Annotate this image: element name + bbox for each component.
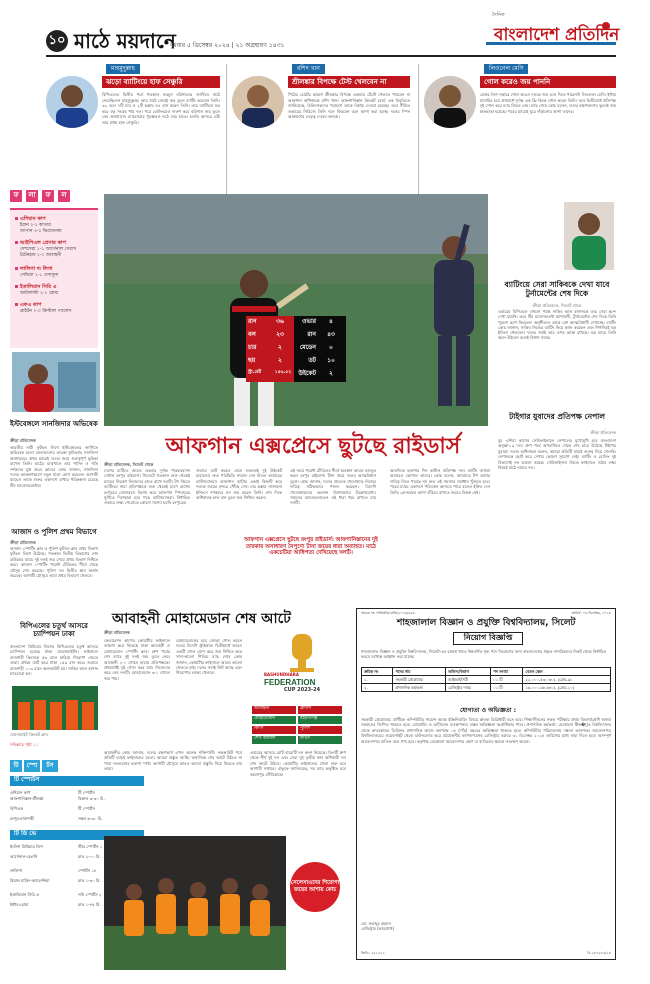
th: পদের নাম — [393, 668, 446, 676]
promo-badge: সেলেসাওদের শিরোপা জয়ের আশায় কোচ — [290, 862, 340, 912]
section-title: মাঠে ময়দানে — [74, 29, 176, 53]
score-value: ১৫৬.৫২ — [274, 370, 292, 375]
top-story-photo — [46, 76, 98, 128]
main-story-photo — [104, 194, 488, 426]
team-a: মোহামেডান — [252, 716, 296, 724]
dateline: বুধবার ৫ ডিসেম্বর ২০২৪ | ২১ অগ্রহায়ণ ১৪৩১ — [170, 42, 285, 49]
results-letter: ল — [58, 190, 70, 202]
top-story-headline: শ্রীলঙ্কার বিপক্ষে টেস্ট খেলবেন না — [288, 76, 410, 88]
tv-cell: স্পোর্টস ১৮ — [78, 868, 97, 873]
main-headline: আফগান এক্সপ্রেসে ছুটছে রাইডার্স — [165, 433, 461, 459]
td: ০১ টি — [491, 676, 523, 684]
player-portrait-icon — [46, 76, 98, 128]
federation-cup-logo — [260, 632, 344, 693]
th: বেতন স্কেল — [523, 668, 611, 676]
bpl-body: বাংলাদেশ প্রিমিয়ার লিগের বিপিএলের চতুর্থ আসরে চ্যাম্পিয়ন হয়েছে ঢাকা ডায়নামাইটস। ফাইনালে রাজশাহী কিংসকে ৫৬ রানে হারিয়ে শিরোপা জেতে তারা। প্রথমে ব্যাট করে ঢাকা ১৫৯ রান করে। জবাবে রাজশাহী ১০৩ রানে অলআউট হয়। সাকিব আল হাসান ম্যাচসেরা হন। — [10, 644, 98, 677]
column-divider — [226, 64, 227, 214]
tv-cell: ইতালিয়ান সিরি এ — [10, 892, 39, 897]
score-label: রান — [248, 318, 257, 325]
th: পদ সংখ্যা — [491, 668, 523, 676]
td: রেজিস্ট্রার দপ্তর — [446, 684, 491, 692]
player-portrait-icon — [564, 202, 614, 270]
notice-table — [361, 667, 611, 692]
score-label: উইকেট — [298, 370, 316, 377]
signatory-title: রেজিস্ট্রার (ভারপ্রাপ্ত) — [361, 926, 395, 932]
player-portrait-icon — [424, 76, 476, 128]
tv-cell: স্টার স্পোর্টস ১ — [78, 844, 103, 849]
azad-police-body: আজাদ স্পোর্টিং ক্লাব ও পুলিশ ফুটবল ক্লাব প্রথম বিভাগ ফুটবল লিগে উঠেছে। গতকাল দ্বিতীয় বিভাগের শেষ রাউন্ডের ম্যাচে দুই দলই জয় পেয়ে প্রথম বিভাগ নিশ্চিত করে। আজাদ স্পোর্টিং পয়েন্ট টেবিলের শীর্ষে থেকে মৌসুম শেষ করেছে। পুলিশ দল দ্বিতীয় স্থান অর্জন করেছে। আগামী মৌসুমে তারা প্রথম বিভাগে খেলবে। — [10, 546, 98, 579]
match-row — [252, 706, 352, 714]
td: ১. — [362, 676, 393, 684]
results-panel — [10, 208, 98, 348]
sakib-headline: ব্যাটিংয়ে সেরা সাকিবকে দেখা যাবে টুর্নামেন্টের শেষ দিকে — [504, 280, 610, 298]
tv-cell: ইন্টার-রোমা — [10, 902, 29, 907]
result-item — [20, 284, 100, 297]
pull-quote: আফগান এক্সপ্রেসে ছুটছে রংপুর রাইডার্স। আফগানিস্তানের দুই তারকার অসাধারণ নৈপুণ্যে টানা জয়ের ধারা অব্যাহত। মাঠে একচেটিয়া আধিপত্য দেখিয়েছে দলটি। — [244, 537, 378, 557]
second-body-col2: মোহামেডানের হয়ে জোড়া গোল করেন দলের বিদেশি স্ট্রাইকার। দ্বিতীয়ার্ধে আরও একটি গোল যোগ করে জয় নিশ্চিত করে সাদা-কালো শিবির। ম্যাচ শেষে কোচ জানান, কোয়ার্টার ফাইনালে আরও ভালো খেলতে চাই। দলের সবাই ফিট আছে এবং শিরোপার লক্ষ্যে খেলবে। — [176, 638, 242, 676]
match-row — [252, 716, 352, 724]
result-line: জাপান ৩-০ ভিয়েতনাম — [20, 228, 62, 234]
sakib-byline: ক্রীড়া প্রতিবেদক, সিলেট থেকে — [532, 303, 582, 308]
team-photo-icon — [12, 686, 98, 730]
match-row — [252, 726, 352, 734]
second-body-col3: এবারের আসরে মোট বারোটি দল অংশ নিয়েছে। তিনটি গ্রুপ থেকে শীর্ষ দুই দল এবং সেরা দুই তৃতীয় স্থান অধিকারী দল শেষ আটে উঠবে। কোয়ার্টার ফাইনালের খেলা শুরু হবে আগামী সপ্তাহে। বাফুফে জানিয়েছে, সব ম্যাচ অনুষ্ঠিত হবে কমলাপুর স্টেডিয়ামে। — [250, 750, 346, 777]
tv-cell: আর্সেনাল-চেলসি — [10, 854, 38, 859]
team-a: আবাহনী — [252, 706, 296, 714]
bpl-headline: বিপিএলের চতুর্থ আসরে চ্যাম্পিয়ন ঢাকা — [20, 622, 88, 638]
second-body-col4: আবাহনীর কোচ জানান, দলের রক্ষণভাগ এখন অনেক শক্তিশালী। নকআউট পর্বে প্রতিটি ম্যাচই ফাইনালের মতো। আমরা প্রস্তুত আছি। অন্যদিকে শেষ আটে উঠতে না পারা দলগুলোর হতাশা স্পষ্ট। আগামী মৌসুমে আরও ভালো প্রস্তুতি নিয়ে ফিরতে চায় তারা। — [104, 750, 242, 772]
tv-cell: ইংলিশ প্রিমিয়ার লিগ — [10, 844, 43, 849]
top-story-3 — [424, 64, 616, 214]
score-label: ওভার — [302, 318, 316, 325]
top-story-2 — [232, 64, 410, 214]
notice-table-header — [362, 668, 611, 676]
team-celebration-photo-icon — [104, 836, 286, 970]
result-line: আটালান্টা ২-১ রোমা — [20, 290, 59, 296]
top-story-headline: ঝড়ো ব্যাটিংয়ে হাফ সেঞ্চুরি — [102, 76, 220, 88]
score-label: স্ট্রা.রেট — [248, 370, 262, 375]
notice-date: তারিখ: ০৪ ডিসেম্বর, ২০২৪ — [571, 611, 611, 615]
notice-ref: স্মারক নং- শাবিপ্রবি/রেজি/২০২৪/৬৮৮ — [361, 611, 416, 615]
notice-signature — [361, 921, 611, 932]
td: সহকারী প্রোগ্রামার — [393, 676, 446, 684]
sakib-body: এবারের বিপিএলে এখনো পর্যন্ত সাকিব আল হাসানকে তার সেরা ছন্দে দেখা যায়নি। তবে টিম ম্যানেজমেন্ট আশাবাদী, টুর্নামেন্টের শেষ দিকে তিনি পুরনো রূপে ফিরবেন। অনুশীলনে তাকে বেশ আত্মবিশ্বাসী দেখাচ্ছে। ব্যাটিং কোচ জানান, সাকিব নিজের ব্যাটিং নিয়ে কাজ করছেন এবং শিগগিরই বড় ইনিংস খেলবেন। দলের সবাই তার ওপর আস্থা রাখছে। বড় ম্যাচে তিনি জ্বলে উঠবেন বলেই বিশ্বাস সবার। — [498, 309, 616, 341]
main-dateline: ক্রীড়া প্রতিবেদক, সিলেট থেকে — [104, 462, 154, 467]
sanjida-body: ভারতীয় নারী ফুটবল লিগে ইস্টবেঙ্গলের জার্সিতে অভিষেক হলো বাংলাদেশের তারকা ফুটবলার সানজিদা আক্তারের। প্রথম ম্যাচেই দলের জয়ে গুরুত্বপূর্ণ ভূমিকা রাখেন তিনি। মাঠের মাঝখানে তার পাসিং ও গতি দর্শকদের মুগ্ধ করে। ক্লাবের কোচ জানান, সানজিদা দলের আক্রমণভাগে নতুন মাত্রা যোগ করবেন। আগামী ম্যাচেও তাকে শুরুর একাদশে রাখার পরিকল্পনা রয়েছে টিম ম্যানেজমেন্টের। — [10, 445, 98, 488]
newspaper-logo — [486, 12, 620, 50]
tv-cell: রিয়াল মাদ্রিদ-ভ্যালেন্সিয়া — [10, 878, 50, 883]
notice-footer — [361, 951, 611, 956]
cup-sponsor: BASHUNDHARA — [264, 672, 299, 677]
match-table — [252, 706, 352, 744]
score-label: রান — [307, 331, 316, 338]
top-story-body: বিপিএলের দ্বিতীয় পর্বে গতকাল ফরচুন বরিশালের জার্সিতে মাঠে নেমেছিলেন মাহমুদুল্লাহ। আর মাঠে নেমেই ঝড় তুলে ব্যাটিং করলেন তিনি। ৩২ বলে ৭টি চার ও ২টি ছক্কায় ৫৪ রান করেন তিনি। তার ব্যাটিংয়ে ভর করে বড় সংগ্রহ পায় দল। পরে বোলিংয়েও দারুণ করে বরিশাল জয় তুলে নেয় অনায়াসে। ম্যাচসেরার পুরস্কারও ওঠে তার হাতে। চলতি আসরে এটা তার প্রথম হাফ সেঞ্চুরি। — [102, 92, 220, 125]
player-portrait-icon — [232, 76, 284, 128]
recruitment-notice — [356, 608, 616, 960]
tv-letter: র্টস — [42, 760, 58, 772]
tv-cell: বিপিএল — [10, 806, 24, 811]
logo-tagline: দৈনিক — [492, 12, 505, 18]
th: অফিস/বিভাগ — [446, 668, 491, 676]
logo-text: বাংলাদেশ প্রতিদিন — [494, 25, 620, 45]
results-letter: ফ — [42, 190, 54, 202]
tv-band: টি স্পোর্টস — [10, 776, 144, 786]
td: প্রশাসনিক কর্মকর্তা — [393, 684, 446, 692]
score-row — [248, 344, 344, 354]
result-title: এশিয়ান কাপ — [20, 216, 46, 222]
second-body-col1: ফেডারেশন কাপের কোয়ার্টার ফাইনালে জায়গা করে নিয়েছে ঢাকা আবাহনী ও মোহামেডান স্পোর্টিং ক্লাব। গ্রুপ পর্বের শেষ ম্যাচে দুই দলই জয় তুলে নেয়। আবাহনী ২-০ গোলে হারায় প্রতিপক্ষকে। প্রথমার্ধেই দুই গোল করে ম্যাচ নিজেদের করে নেয় দলটি। মোহামেডান ৩-১ গোলে জয় পায়। — [104, 638, 170, 681]
football-team-photo — [104, 836, 286, 970]
u19-byline: ক্রীড়া প্রতিবেদক — [590, 430, 616, 435]
bpl-caption: ডায়নামাইট ক্রিকেট ক্লাব — [10, 732, 48, 737]
top-story-body: পিঠের চোটের কারণে শ্রীলঙ্কার বিপক্ষে একমাত্র টেস্টে খেলতে পারবেন না আফগান অধিনায়ক রশিদ খান। আফগানিস্তান ক্রিকেট বোর্ড এক বিবৃতিতে জানিয়েছে, চিকিৎসকদের পরামর্শে তাকে বিশ্রাম দেওয়া হয়েছে। তবে সীমিত ওভারের সিরিজে তিনি দলে ফিরবেন বলে আশা করা হচ্ছে। দলের স্পিন আক্রমণের নেতৃত্ব দেবেন অন্যরা। — [288, 92, 410, 120]
score-label: মেডেন — [299, 344, 316, 351]
sanjida-byline: ক্রীড়া প্রতিবেদক — [10, 438, 36, 443]
sanjida-headline: ইস্টবেঙ্গলে সানজিদার অভিষেক — [10, 420, 98, 428]
signatory-name: মো. ফয়জুর রহমান — [361, 921, 391, 926]
tv-cell: রাত ২-০০ মি. — [78, 854, 101, 859]
score-value: ২ — [278, 344, 282, 351]
score-label: ছয় — [248, 357, 256, 364]
scorecard — [246, 316, 346, 382]
tv-cell: টি স্পোর্টস — [78, 806, 95, 811]
result-line: টটেনহাম ২-২ আবাহনী — [20, 252, 62, 258]
notice-table-row — [362, 684, 611, 692]
bullet-icon — [15, 241, 18, 244]
azad-police-byline: ক্রীড়া প্রতিবেদক — [10, 540, 36, 545]
score-value: ২৩ — [276, 331, 284, 338]
score-label: ডট — [308, 357, 316, 364]
team-a: কিংস — [252, 726, 296, 734]
notice-intro: শাহজালাল বিজ্ঞান ও প্রযুক্তি বিশ্ববিদ্যালয়, সিলেট-এর রাজস্ব খাতে নিম্নবর্ণিত শূন্য পদে নিয়োগের জন্য বাংলাদেশের প্রকৃত নাগরিকদের নিকট থেকে নির্ধারিত ফরমে দরখাস্ত আহ্বান করা যাচ্ছে। — [361, 649, 607, 660]
column-divider — [418, 64, 419, 214]
td: ২. — [362, 684, 393, 692]
results-heading — [10, 190, 98, 204]
team-b: ফর্টিস — [298, 736, 342, 744]
tv-letter: স্পো — [24, 760, 40, 772]
th: ক্রমিক নং — [362, 668, 393, 676]
notice-code: বি-২৮৭৬৭৫/২৪ — [587, 951, 611, 955]
main-body-col2: জবাবে ব্যাট করতে নেমে শুরুতেই দুই উইকেট হারালেও দ্রুত পরিস্থিতি সামাল দেন মিডল অর্ডারের ব্যাটসম্যানরা। আফগান ব্যাটার একাই ফিফটি করে দলকে জয়ের বন্দরে পৌঁছে দেন। চার ছক্কায় সাজানো ইনিংসে দর্শকদের মন জয় করেন তিনি। শেষ দিকে অধিনায়ক দ্রুত রান তুলে জয় নিশ্চিত করেন। — [196, 468, 282, 501]
result-title: আইপিএল প্রেসার কাপ — [20, 240, 66, 246]
bullet-icon — [15, 303, 18, 306]
result-title: এফএ কাপ — [20, 302, 42, 308]
score-label: বল — [248, 331, 256, 338]
tv-cell: সনি স্পোর্টস ২ — [78, 892, 102, 897]
score-value: ৩৬ — [276, 318, 284, 325]
score-value: ৪ — [329, 318, 333, 325]
azad-police-headline: আজাদ ও পুলিশ প্রথম বিভাগে — [11, 528, 97, 536]
score-row — [248, 370, 344, 380]
tv-letter: টি — [10, 760, 22, 772]
notice-title: নিয়োগ বিজ্ঞপ্তি — [453, 632, 523, 645]
td: ১৬,০০০-৩৮,৬৪০/- (গ্রেড-১০) — [523, 684, 611, 692]
result-line: দেশসেরা ১-১ আর্সেনাল সেরাস — [20, 246, 77, 252]
tv-cell: রংপুর-রাজশাহী — [10, 816, 34, 821]
result-item — [20, 302, 100, 315]
top-story-photo — [232, 76, 284, 128]
result-item — [20, 266, 100, 279]
notice-requirements-title: যোগ্যতা ও অভিজ্ঞতা : — [460, 707, 516, 714]
team-b: পুলিশ — [298, 726, 342, 734]
results-letter: ফ — [10, 190, 22, 202]
u19-headline: টাইগার যুবাদের প্রতিপক্ষ নেপাল — [509, 412, 605, 421]
top-story-headline: গোল করেও জয় পাননি — [480, 76, 616, 88]
bpl-photo — [12, 686, 98, 730]
cup-subtitle: CUP 2023-24 — [284, 687, 321, 693]
main-body-col4: অন্যদিকে হতাশার দিন কাটাল প্রতিপক্ষ দল। ব্যাটিং ব্যর্থতা আবারও ভোগাল তাদের। কোচ বলেন, আমাদের টপ অর্ডার দায়িত্ব নিতে পারছে না। দ্রুত এই সমস্যার সমাধান খুঁজতে হবে। পরের ম্যাচে একাদশে পরিবর্তন আসতে পারে বলেও ইঙ্গিত দেন তিনি। প্লে-অফের আশা বাঁচিয়ে রাখতে জয়ের বিকল্প নেই। — [390, 468, 490, 495]
tv-cell: এশিয়ান কাপ — [10, 790, 31, 795]
tv-cell: বিকাল ৩-৩০ মি. — [78, 796, 105, 801]
page-number: ১০ — [46, 30, 68, 52]
match-row — [252, 736, 352, 744]
result-item — [20, 216, 100, 235]
score-value: ২ — [329, 370, 333, 377]
notice-requirements: সহকারী প্রোগ্রামার: প্রার্থীকে কম্পিউটার সায়েন্স অ্যান্ড ইঞ্জিনিয়ারিং বিষয়ে স্নাতক ডিগ্রিধারী হতে হবে। শিক্ষাজীবনের সকল পরীক্ষায় প্রথম বিভাগ/শ্রেণি অথবা সমমানের জিপিএ থাকতে হবে। প্রোগ্রামিং ও ডাটাবেজ ব্যবস্থাপনায় বাস্তব অভিজ্ঞতা অগ্রাধিকার পাবে। প্রশাসনিক কর্মকর্তা: যেকোনো স্বীক�ৃত বিশ্ববিদ্যালয় থেকে স্নাতকোত্তর ডিগ্রিসহ প্রশাসনিক কাজে কমপক্ষে ০৫ (পাঁচ) বছরের অভিজ্ঞতা থাকতে হবে। কম্পিউটার পরিচালনায় দক্ষতা আবশ্যক। আবেদনপত্র বিশ্ববিদ্যালয়ের ওয়েবসাইট থেকে ডাউনলোড করে প্রয়োজনীয় কাগজপত্রসহ রেজিস্ট্রার বরাবর ৩১ ডিসেম্বর ২০২৪ তারিখের মধ্যে জমা দিতে হবে। অসম্পূর্ণ আবেদনপত্র বাতিল বলে গণ্য হবে। কর্তৃপক্ষ যেকোনো আবেদনপত্র গ্রহণ বা বাতিলের ক্ষমতা সংরক্ষণ করেন। — [361, 717, 611, 744]
player-photo-icon — [12, 352, 100, 412]
masthead — [0, 0, 650, 53]
notice-table-row — [362, 676, 611, 684]
tv-cell: রাত ১-৩০ মি. — [78, 878, 101, 883]
cup-title: FEDERATION — [264, 678, 316, 687]
top-story-author: রশিদ খান — [292, 64, 325, 74]
top-story-author: লিওনেল মেসি — [484, 64, 528, 74]
tv-band: টি ডি ভে — [10, 830, 144, 840]
tv-cell: রাত ১-৪৫ মি. — [78, 902, 101, 907]
tv-cell: টি স্পোর্টস — [78, 790, 95, 795]
result-title: লালিগা দ্য লিগা — [20, 266, 53, 272]
tv-heading — [10, 760, 98, 773]
bullet-icon — [15, 285, 18, 288]
tv-cell: লালিগা — [10, 868, 23, 873]
score-row — [248, 318, 344, 328]
result-title: ইতালিয়ান সিরি এ — [20, 284, 57, 290]
tv-cell: সন্ধ্যা ৬-৩০ মি. — [78, 816, 103, 821]
score-value: ২ — [278, 357, 282, 364]
score-row — [248, 331, 344, 341]
team-b: ব্রাদার্স — [298, 706, 342, 714]
score-value: ৪৩ — [327, 331, 335, 338]
sakib-photo — [564, 202, 614, 270]
team-b: রহমতগঞ্জ — [298, 716, 342, 724]
results-letter: লা — [26, 190, 38, 202]
team-a: শেখ জামাল — [252, 736, 296, 744]
second-byline: ক্রীড়া প্রতিবেদক — [104, 630, 130, 635]
bullet-icon — [15, 217, 18, 220]
top-story-photo — [424, 76, 476, 128]
sanjida-photo — [12, 352, 100, 412]
tv-cell: আফগানিস্তান-শ্রীলঙ্কা — [10, 796, 44, 801]
top-story-body: মেজর লিগ সকারে গোল করেও দলকে জয় এনে দিতে পারেননি লিওনেল মেসি। ইন্টার মায়ামির হয়ে প্রথমার্ধে দুর্দান্ত এক ফ্রি কিকে গোল করেন তিনি। তবে দ্বিতীয়ার্ধে প্রতিপক্ষ দুই গোল করে ম্যাচ জিতে নেয়। ম্যাচ শেষে কোচ বলেন, দলের রক্ষণভাগের ভুলেই জয় হাতছাড়া হয়েছে। পরের ম্যাচেই ঘুরে দাঁড়ানোর আশা তাদের। — [480, 92, 616, 114]
u19-body: যুব এশিয়া কাপের সেমিফাইনালে নেপালের মুখোমুখি হবে বাংলাদেশ অনূর্ধ্ব-১৯ দল। গ্রুপ পর্বে অপরাজিত থেকে শেষ চারে উঠেছে টাইগার যুবারা। দলের অধিনায়ক বলেন, আমরা প্রতিটি ম্যাচই গুরুত্ব দিয়ে খেলছি। নেপালকে ছোট করে দেখার কোনো সুযোগ নেই। ব্যাটিং ও বোলিং দুই বিভাগেই দল ভালো করছে। সেমিফাইনাল জিতে ফাইনালে ওঠার লক্ষ্য নিয়েই মাঠে নামবে দল। — [498, 438, 616, 471]
result-line: ব্রাইটন ২-০ ক্রিস্টাল প্যালেস — [20, 308, 72, 314]
td: আইআইসিটি — [446, 676, 491, 684]
score-value: ১০ — [327, 357, 335, 364]
notice-gd: জিডি- ২৫১৫২২ — [361, 951, 385, 955]
result-item — [20, 240, 100, 259]
score-label: চার — [248, 344, 257, 351]
bullet-icon — [15, 267, 18, 270]
top-story-author: মাহমুদুল্লাহ — [106, 64, 140, 74]
score-value: ০ — [329, 344, 333, 351]
masthead-rule — [46, 55, 616, 57]
td: ২২,০০০-৫৩,০৬০/- (গ্রেড-৯) — [523, 676, 611, 684]
notice-university: শাহজালাল বিজ্ঞান ও প্রযুক্তি বিশ্ববিদ্যালয়, সিলেট — [397, 618, 576, 628]
main-body-col1: দেশের মাটিতে আরও একবার দুর্দান্ত পারফরম্যান্স দেখাল রংপুর রাইডার্স। সিলেটে গতকাল শুরু থেকেই ম্যাচের নিয়ন্ত্রণ নিজেদের হাতে রাখে দলটি। টস জিতে ব্যাটিংয়ে নামা প্রতিপক্ষকে শুরু থেকেই চাপে রাখেন রংপুরের বোলাররা। বিশেষ করে আফগান স্পিনারের ঘূর্ণিতে দিশেহারা হয়ে পড়ে ব্যাটসম্যানরা। নির্ধারিত ওভারে লক্ষ্য পেরোতে কোনো সমস্যা হয়নি রংপুরের। — [104, 468, 190, 506]
cricket-match-photo-icon — [104, 194, 488, 426]
td: ০১ টি — [491, 684, 523, 692]
more-link[interactable]: সবিস্তারে পৃষ্ঠা ১১ — [10, 742, 39, 747]
main-body-col3: এই জয়ে পয়েন্ট টেবিলের শীর্ষে অবস্থান আরও মজবুত করল রংপুর রাইডার্স। টানা জয়ে দলের আত্মবিশ্বাস তুঙ্গে। কোচ জানান, দলের প্রত্যেক খেলোয়াড় নিজের দায়িত্ব সঠিকভাবে পালন করছেন। বিদেশি খেলোয়াড়দের অবদান বিশেষভাবে উল্লেখযোগ্য। সামনের ম্যাচগুলোতেও এই ধারা ধরে রাখতে চায় দলটি। — [290, 468, 376, 506]
result-line: সেভিয়া ২-১ ওসাসুনা — [20, 272, 59, 278]
score-row — [248, 357, 344, 367]
second-headline: আবাহনী মোহামেডান শেষ আটে — [112, 611, 291, 627]
result-line: ইরান ২-১ কাতার — [20, 222, 51, 228]
